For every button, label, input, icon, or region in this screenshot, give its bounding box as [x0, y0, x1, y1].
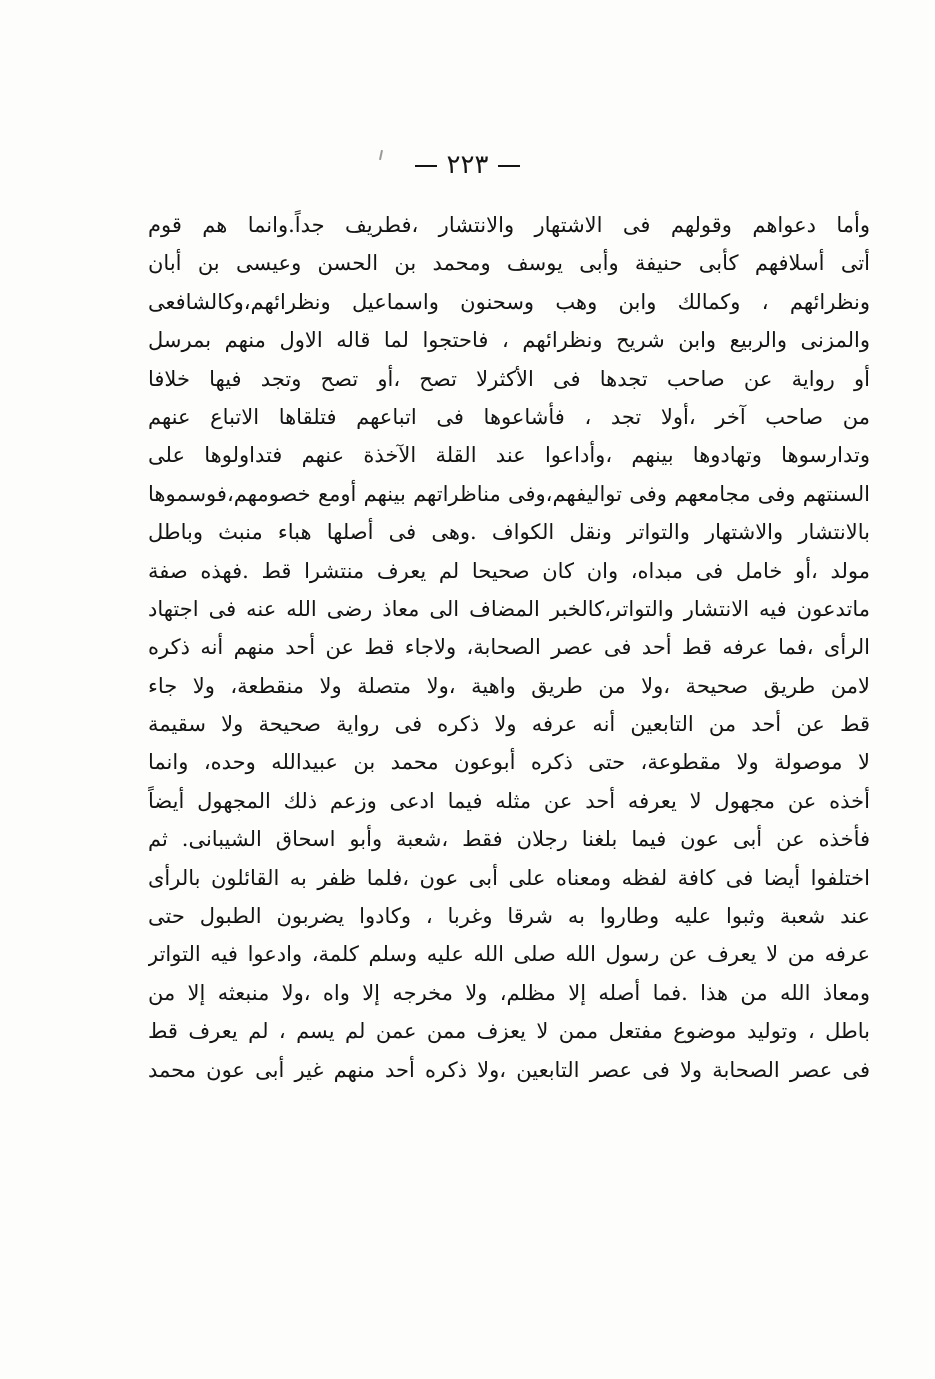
- text-line: لامن طريق صحيحة ،ولا من طريق واهية ،ولا متصلة ولا منقطعة، ولا جاء: [148, 673, 870, 698]
- text-line: أو رواية عن صاحب تجدها فى الأكثرلا تصح ،أو تصح وتجد فيها خلافا: [148, 366, 870, 391]
- text-line: مولد ،أو خامل فى مبداه، وان كان صحيحا لم يعرف منتشرا قط .فهذه صفة: [148, 558, 870, 583]
- text-line: باطل ، وتوليد موضوع مفتعل ممن لا يعزف ممن عمن لم يسم ، لم يعرف قط: [148, 1019, 870, 1044]
- text-line: اختلفوا أيضا فى كافة لفظه ومعناه على أبى عون ،فلما ظفر به القائلون بالرأى: [148, 865, 870, 890]
- text-line: ونظرائهم ، وكمالك وابن وهب وسحنون واسماعيل ونظرائهم،وكالشافعى: [148, 289, 870, 314]
- page-number-header: [0, 148, 935, 182]
- text-line: السنتهم وفى مجامعهم وفى تواليفهم،وفى مناظراتهم بينهم أومع خصومهم،فوسموها: [148, 481, 870, 506]
- text-line: من صاحب آخر ،أولا تجد ، فأشاعوها فى اتباعهم فتلقاها الاتباع عنهم: [148, 404, 870, 429]
- text-line: عند شعبة وثبوا عليه وطاروا به شرقا وغربا ، وكادوا يضربون الطبول حتى: [148, 904, 870, 929]
- text-line: الرأى ،فما عرفه قط أحد فى عصر الصحابة، ولاجاء قط عن أحد منهم أنه ذكره: [148, 635, 870, 660]
- text-line: فأخذه عن أبى عون فيما بلغنا رجلان فقط ،شعبة وأبو اسحاق الشيبانى. ثم: [148, 827, 870, 852]
- text-line: وتدارسوها وتهادوها بينهم ،وأداعوا عند القلة الآخذة عنهم فتداولوها على: [148, 443, 870, 468]
- text-line: أخذه عن مجهول لا يعرفه أحد عن مثله فيما ادعى وزعم ذلك المجهول أيضاً: [148, 788, 870, 813]
- text-line: قط عن أحد من التابعين أنه عرفه ولا ذكره فى رواية صحيحة ولا سقيمة: [148, 712, 870, 737]
- text-line: والمزنى والربيع وابن شريح ونظرائهم ، فاحتجوا لما قاله الاول منهم بمرسل: [148, 328, 870, 353]
- text-line: عرفه من لا يعرف عن رسول الله صلى الله عليه وسلم كلمة، وادعوا فيه التواتر: [148, 942, 870, 967]
- text-line: ومعاذ الله من هذا .فما أصله إلا مظلم، ولا مخرجه إلا واه ،ولا منبعثه إلا من: [148, 980, 870, 1005]
- text-line: ماتدعون فيه الانتشار والتواتر،كالخبر المضاف الى معاذ رضى الله عنه فى اجتهاد: [148, 596, 870, 621]
- dash-right: [415, 165, 437, 167]
- text-line: فى عصر الصحابة ولا فى عصر التابعين ،ولا ذكره أحد منهم غير أبى عون محمد: [148, 1057, 870, 1082]
- page-number: ٢٢٣: [446, 150, 489, 180]
- text-line: بالانتشار والاشتهار والتواتر ونقل الكواف .وهى فى أصلها هباء منبث وباطل: [148, 520, 870, 545]
- text-line: لا موصولة ولا مقطوعة، حتى ذكره أبوعون محمد بن عبيدالله وحده، وانما: [148, 750, 870, 775]
- dash-left: [498, 165, 520, 167]
- text-line: أتى أسلافهم كأبى حنيفة وأبى يوسف ومحمد بن الحسن وعيسى بن أبان: [148, 251, 870, 276]
- body-text: [148, 206, 870, 1089]
- text-line: وأما دعواهم وقولهم فى الاشتهار والانتشار ،فطريف جداً.وانما هم قوم: [148, 213, 870, 237]
